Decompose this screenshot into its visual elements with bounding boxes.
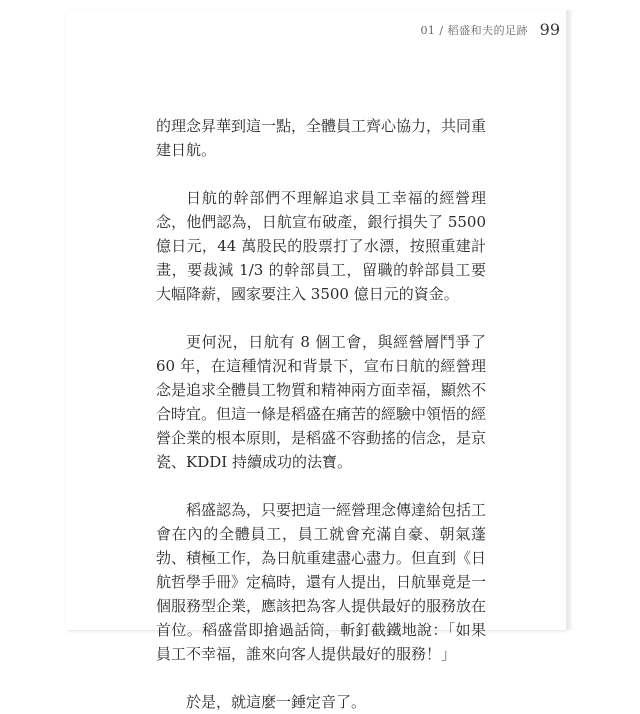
paragraph-3: 更何況，日航有 8 個工會，與經營層鬥爭了 60 年，在這種情況和背景下，宣布日航的經營理念是追求全體員工物質和精神兩方面幸福，顯然不合時宜。但這一條是稻盛在痛苦的經驗中領悟的經營企業的根本原則，是稻盛不容動搖的信念，是京瓷、KDDI 持續成功的法寶。 [156,333,487,471]
page-spine-shadow [566,10,572,630]
paragraph-5: 於是，就這麼一錘定音了。 [186,693,367,711]
running-head [150,20,560,39]
paragraph-1: 的理念昇華到這一點，全體員工齊心協力，共同重建日航。 [156,117,487,159]
paragraph-4: 稻盛認為，只要把這一經營理念傳達給包括工會在內的全體員工，員工就會充滿自豪、朝氣蓬勃、積極工作，為日航重建盡心盡力。但直到《日航哲學手冊》定稿時，還有人提出，日航畢竟是一個服務型企業，應該把為客人提供最好的服務放在首位。稻盛當即搶過話筒，斬釘截鐵地說：「如果員工不幸福，誰來向客人提供最好的服務！」 [156,501,487,663]
page-number: 99 [539,20,560,39]
paragraph-2: 日航的幹部們不理解追求員工幸福的經營理念，他們認為，日航宣布破產，銀行損失了 5500 億日元，44 萬股民的股票打了水漂，按照重建計畫，要裁減 1/3 的幹部員工，留職的幹部員工要大幅降薪，國家要注入 3500 億日元的資金。 [156,189,486,303]
chapter-title: 01 / 稻盛和夫的足跡 [420,24,529,37]
body-text [156,114,486,714]
